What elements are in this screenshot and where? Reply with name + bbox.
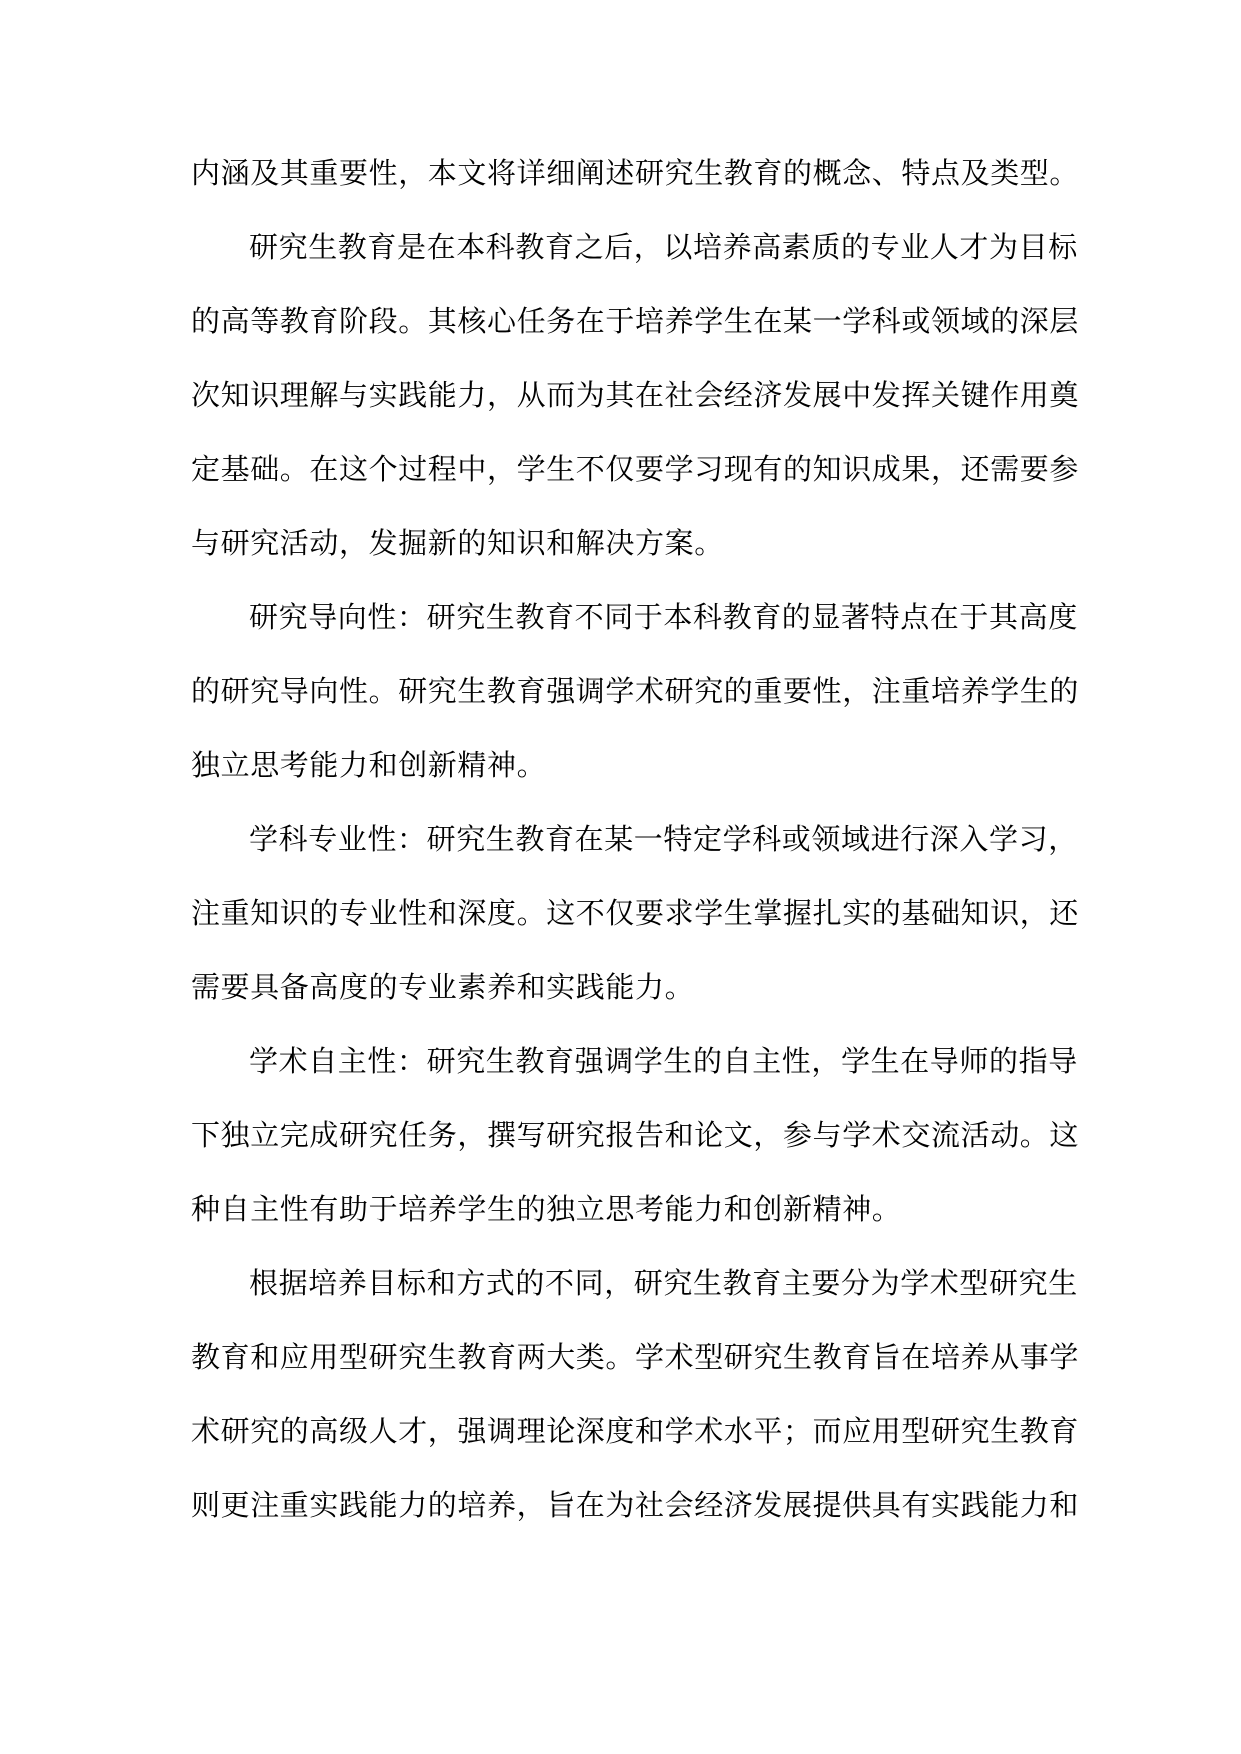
paragraph-line: 下独立完成研究任务，撰写研究报告和论文，参与学术交流活动。这 <box>191 1118 1080 1152</box>
paragraph-line: 种自主性有助于培养学生的独立思考能力和创新精神。 <box>191 1192 902 1226</box>
paragraph-line: 则更注重实践能力的培养，旨在为社会经济发展提供具有实践能力和 <box>191 1488 1080 1522</box>
paragraph-line: 教育和应用型研究生教育两大类。学术型研究生教育旨在培养从事学 <box>191 1340 1080 1374</box>
paragraph-line: 研究生教育是在本科教育之后，以培养高素质的专业人才为目标 <box>249 230 1078 264</box>
paragraph-line: 定基础。在这个过程中，学生不仅要学习现有的知识成果，还需要参 <box>191 452 1080 486</box>
paragraph-line: 的研究导向性。研究生教育强调学术研究的重要性，注重培养学生的 <box>191 674 1080 708</box>
paragraph-line: 研究导向性：研究生教育不同于本科教育的显著特点在于其高度 <box>249 600 1078 634</box>
paragraph-line: 的高等教育阶段。其核心任务在于培养学生在某一学科或领域的深层 <box>191 304 1080 338</box>
paragraph-line: 需要具备高度的专业素养和实践能力。 <box>191 970 695 1004</box>
paragraph-line: 注重知识的专业性和深度。这不仅要求学生掌握扎实的基础知识，还 <box>191 896 1080 930</box>
paragraph-line: 独立思考能力和创新精神。 <box>191 748 547 782</box>
paragraph-line: 与研究活动，发掘新的知识和解决方案。 <box>191 526 724 560</box>
paragraph-line: 学术自主性：研究生教育强调学生的自主性，学生在导师的指导 <box>249 1044 1078 1078</box>
paragraph-line: 学科专业性：研究生教育在某一特定学科或领域进行深入学习， <box>249 822 1078 856</box>
paragraph-line: 次知识理解与实践能力，从而为其在社会经济发展中发挥关键作用奠 <box>191 378 1080 412</box>
paragraph-line: 根据培养目标和方式的不同，研究生教育主要分为学术型研究生 <box>249 1266 1078 1300</box>
paragraph-line: 术研究的高级人才，强调理论深度和学术水平；而应用型研究生教育 <box>191 1414 1080 1448</box>
paragraph-line: 内涵及其重要性，本文将详细阐述研究生教育的概念、特点及类型。 <box>191 156 1080 190</box>
